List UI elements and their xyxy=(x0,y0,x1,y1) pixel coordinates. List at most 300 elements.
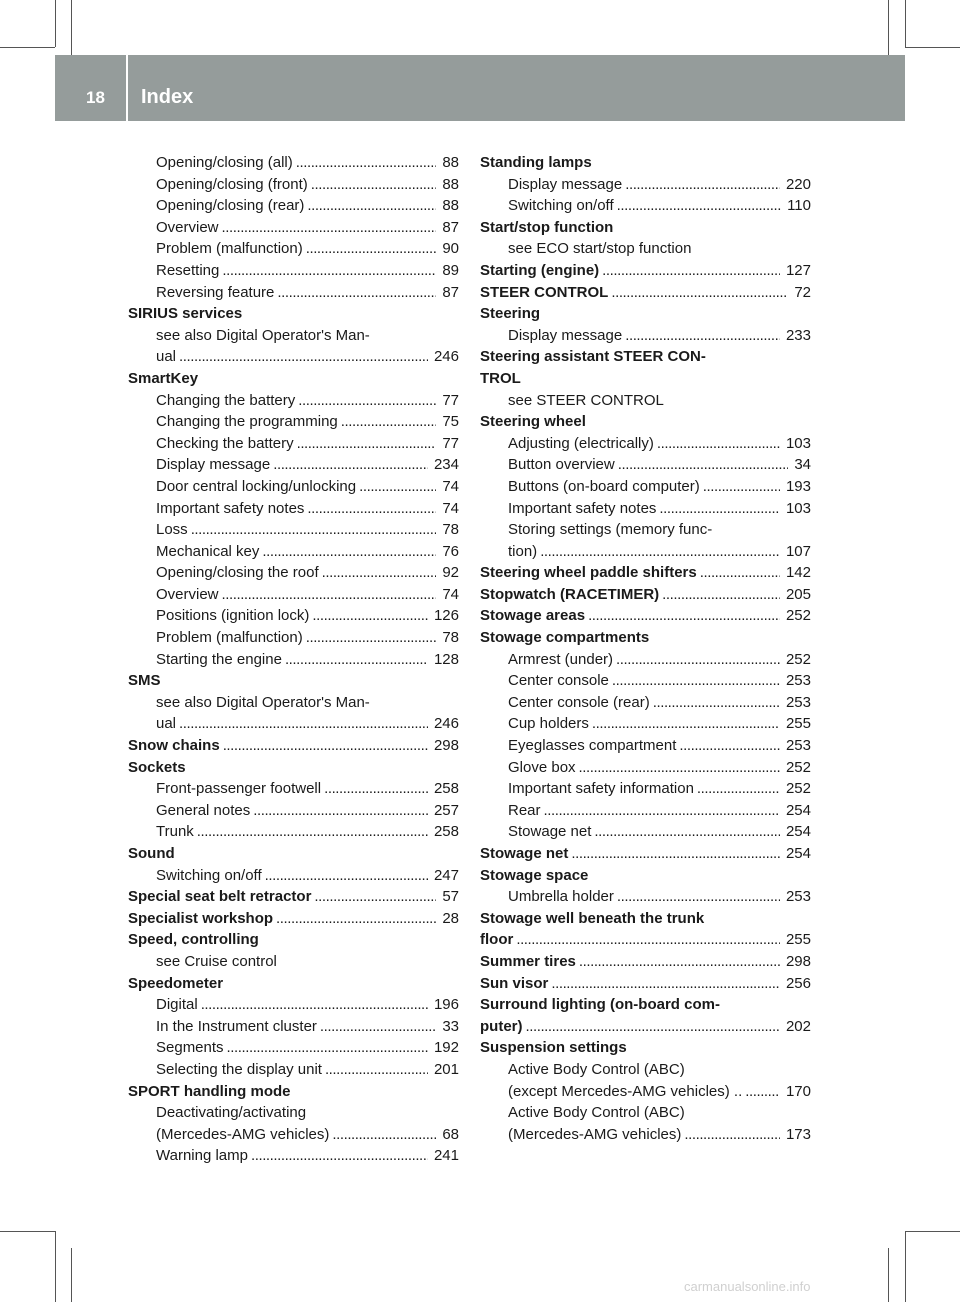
entry-text: SMS xyxy=(128,672,161,690)
section-title: Index xyxy=(141,86,194,108)
entry-text: Opening/closing the roof xyxy=(156,564,319,582)
entry-text: see STEER CONTROL xyxy=(508,391,664,409)
index-entry xyxy=(480,303,811,325)
index-entry xyxy=(480,368,811,390)
index-entry xyxy=(128,174,459,196)
dot-leader xyxy=(322,562,437,584)
entry-text: Switching on/off xyxy=(156,866,262,884)
entry-page: 75 xyxy=(442,413,459,431)
dot-leader xyxy=(625,174,780,196)
entry-text: Sockets xyxy=(128,758,186,776)
crop-mark xyxy=(55,1231,56,1302)
index-entry xyxy=(128,994,459,1016)
index-entry xyxy=(128,929,459,951)
entry-text: Steering assistant STEER CON- xyxy=(480,348,706,366)
entry-text: (Mercedes-AMG vehicles) xyxy=(508,1125,682,1143)
index-entry xyxy=(128,433,459,455)
entry-page: 246 xyxy=(433,715,459,733)
dot-leader xyxy=(265,865,428,887)
dot-leader xyxy=(296,152,437,174)
index-entry xyxy=(128,152,459,174)
dot-leader xyxy=(588,605,780,627)
entry-text: Checking the battery xyxy=(156,434,294,452)
entry-text: Front-passenger footwell xyxy=(156,780,322,798)
entry-page: 90 xyxy=(442,240,459,258)
dot-leader xyxy=(516,929,780,951)
entry-page: 128 xyxy=(433,650,459,668)
dot-leader xyxy=(611,282,788,304)
entry-text: Door central locking/unlocking xyxy=(156,477,357,495)
entry-page: 170 xyxy=(785,1082,811,1100)
index-entry xyxy=(128,973,459,995)
dot-leader xyxy=(625,325,780,347)
entry-text: Stowage compartments xyxy=(480,629,650,647)
entry-text: Rear xyxy=(508,801,541,819)
entry-page: 103 xyxy=(785,499,811,517)
entry-text: Mechanical key xyxy=(156,542,260,560)
index-entry xyxy=(480,174,811,196)
entry-text: see ECO start/stop function xyxy=(508,240,692,258)
index-entry xyxy=(480,821,811,843)
index-entry xyxy=(128,303,459,325)
entry-text: Center console xyxy=(508,672,609,690)
index-entry xyxy=(128,217,459,239)
dot-leader xyxy=(306,238,437,260)
entry-page: 72 xyxy=(794,283,811,301)
entry-text: Speed, controlling xyxy=(128,931,259,949)
entry-text: Snow chains xyxy=(128,737,220,755)
index-entry xyxy=(480,541,811,563)
entry-text: In the Instrument cluster xyxy=(156,1017,317,1035)
entry-text: SPORT handling mode xyxy=(128,1082,291,1100)
dot-leader xyxy=(341,411,437,433)
entry-text: Stowage areas xyxy=(480,607,586,625)
index-entry xyxy=(480,1037,811,1059)
entry-page: 76 xyxy=(442,542,459,560)
dot-leader xyxy=(307,498,436,520)
entry-text: Important safety notes xyxy=(156,499,305,517)
index-entry xyxy=(480,843,811,865)
entry-text: Surround lighting (on-board com- xyxy=(480,996,720,1014)
index-entry xyxy=(128,735,459,757)
entry-text: Standing lamps xyxy=(480,154,592,171)
dot-leader xyxy=(191,519,437,541)
index-entry xyxy=(480,605,811,627)
entry-page: 74 xyxy=(442,499,459,517)
index-entry xyxy=(480,670,811,692)
entry-text: Resetting xyxy=(156,261,220,279)
dot-leader xyxy=(571,843,780,865)
index-entry xyxy=(480,994,811,1016)
index-entry xyxy=(480,454,811,476)
entry-page: 298 xyxy=(785,952,811,970)
dot-leader xyxy=(197,821,428,843)
dot-leader xyxy=(298,390,436,412)
entry-text: Cup holders xyxy=(508,715,589,733)
watermark: carmanualsonline.info xyxy=(684,1279,811,1294)
dot-leader xyxy=(324,778,428,800)
entry-text: Steering xyxy=(480,305,541,323)
crop-mark xyxy=(71,1248,72,1302)
entry-page: 258 xyxy=(433,780,459,798)
entry-page: 193 xyxy=(785,477,811,495)
index-entry xyxy=(480,498,811,520)
entry-page: 253 xyxy=(785,737,811,755)
entry-page: 220 xyxy=(785,175,811,193)
entry-page: 103 xyxy=(785,434,811,452)
dot-leader xyxy=(703,476,780,498)
entry-page: 254 xyxy=(785,845,811,862)
entry-text: Problem (malfunction) xyxy=(156,629,303,647)
index-entry xyxy=(480,649,811,671)
dot-leader xyxy=(297,433,437,455)
index-entry xyxy=(480,1102,811,1124)
entry-text: Buttons (on-board computer) xyxy=(508,477,700,495)
dot-leader xyxy=(262,541,436,563)
index-entry xyxy=(128,951,459,973)
entry-page: 241 xyxy=(433,1147,459,1165)
entry-page: 233 xyxy=(785,326,811,344)
entry-text: Steering wheel paddle shifters xyxy=(480,564,697,582)
index-entry xyxy=(128,1124,459,1146)
entry-text: Overview xyxy=(156,585,219,603)
entry-page: 74 xyxy=(442,585,459,603)
index-entry xyxy=(480,519,811,541)
index-entry xyxy=(128,1102,459,1124)
entry-page: 298 xyxy=(433,737,459,755)
index-entry xyxy=(480,238,811,260)
crop-mark xyxy=(71,0,72,55)
dot-leader xyxy=(320,1016,436,1038)
index-entry xyxy=(128,368,459,390)
dot-leader xyxy=(277,282,436,304)
entry-text: puter) xyxy=(480,1017,523,1035)
index-entry xyxy=(480,865,811,887)
index-entry xyxy=(480,390,811,412)
index-entry xyxy=(480,908,811,930)
dot-leader xyxy=(223,735,428,757)
crop-mark xyxy=(0,47,55,48)
entry-text: see also Digital Operator's Man- xyxy=(156,326,370,344)
dot-leader xyxy=(617,886,780,908)
entry-text: Opening/closing (all) xyxy=(156,154,293,171)
entry-text: Active Body Control (ABC) xyxy=(508,1060,685,1078)
entry-text: Loss xyxy=(156,521,188,539)
entry-page: 87 xyxy=(442,283,459,301)
entry-text: SIRIUS services xyxy=(128,305,243,323)
index-entry xyxy=(128,1059,459,1081)
dot-leader xyxy=(227,1037,428,1059)
entry-text: Switching on/off xyxy=(508,197,614,215)
dot-leader xyxy=(179,713,428,735)
header-divider xyxy=(126,55,128,121)
entry-page: 77 xyxy=(442,391,459,409)
entry-page: 78 xyxy=(442,629,459,647)
entry-page: 252 xyxy=(785,650,811,668)
dot-leader xyxy=(312,605,428,627)
entry-page: 57 xyxy=(442,888,459,906)
crop-mark xyxy=(905,47,960,48)
entry-page: 87 xyxy=(442,218,459,236)
entry-text: Changing the programming xyxy=(156,413,338,431)
dot-leader xyxy=(659,498,780,520)
entry-page: 255 xyxy=(785,715,811,733)
entry-text: Steering wheel xyxy=(480,413,586,431)
entry-text: Stowage well beneath the trunk xyxy=(480,909,705,927)
entry-page: 252 xyxy=(785,758,811,776)
index-entry xyxy=(480,282,811,304)
entry-page: 88 xyxy=(442,175,459,193)
index-entry xyxy=(128,584,459,606)
entry-page: 246 xyxy=(433,348,459,366)
dot-leader xyxy=(662,584,780,606)
entry-text: Starting (engine) xyxy=(480,261,600,279)
entry-text: Deactivating/activating xyxy=(156,1104,307,1122)
index-entry xyxy=(128,519,459,541)
entry-page: 196 xyxy=(433,996,459,1014)
index-entry xyxy=(128,757,459,779)
entry-text: Specialist workshop xyxy=(128,909,274,927)
entry-text: Segments xyxy=(156,1039,224,1057)
dot-leader xyxy=(684,1124,780,1146)
entry-text: Center console (rear) xyxy=(508,693,650,711)
dot-leader xyxy=(540,541,780,563)
entry-text: Digital xyxy=(156,996,198,1014)
dot-leader xyxy=(359,476,436,498)
entry-text: Stowage net xyxy=(508,823,592,841)
index-column-left xyxy=(128,152,459,1167)
crop-mark xyxy=(905,1231,906,1302)
entry-text: Storing settings (memory func- xyxy=(508,521,713,539)
dot-leader xyxy=(544,800,780,822)
entry-page: 192 xyxy=(433,1039,459,1057)
dot-leader xyxy=(311,174,437,196)
dot-leader xyxy=(222,584,437,606)
entry-text: Starting the engine xyxy=(156,650,282,668)
entry-page: 142 xyxy=(785,564,811,582)
dot-leader xyxy=(325,1059,428,1081)
entry-text: Reversing feature xyxy=(156,283,275,301)
dot-leader xyxy=(251,1145,428,1167)
entry-text: (Mercedes-AMG vehicles) xyxy=(156,1125,330,1143)
entry-text: Active Body Control (ABC) xyxy=(508,1104,685,1122)
crop-mark xyxy=(905,1231,960,1232)
entry-page: 255 xyxy=(785,931,811,949)
entry-text: General notes xyxy=(156,801,251,819)
index-column-right xyxy=(480,152,811,1145)
index-entry xyxy=(128,195,459,217)
entry-text: Selecting the display unit xyxy=(156,1060,322,1078)
dot-leader xyxy=(273,454,428,476)
index-entry xyxy=(480,260,811,282)
index-entry xyxy=(128,713,459,735)
entry-page: 254 xyxy=(785,823,811,841)
entry-page: 257 xyxy=(433,801,459,819)
entry-page: 77 xyxy=(442,434,459,452)
entry-text: Sound xyxy=(128,845,175,862)
entry-page: 74 xyxy=(442,477,459,495)
entry-text: Start/stop function xyxy=(480,218,614,236)
index-entry xyxy=(128,800,459,822)
entry-page: 205 xyxy=(785,585,811,603)
index-entry xyxy=(480,1016,811,1038)
entry-text: Special seat belt retractor xyxy=(128,888,312,906)
entry-page: 88 xyxy=(442,154,459,171)
entry-page: 253 xyxy=(785,693,811,711)
index-entry xyxy=(480,217,811,239)
dot-leader xyxy=(253,800,428,822)
entry-text: Problem (malfunction) xyxy=(156,240,303,258)
entry-text: Warning lamp xyxy=(156,1147,248,1165)
dot-leader xyxy=(700,562,780,584)
index-entry xyxy=(480,1081,811,1103)
entry-text: Summer tires xyxy=(480,952,576,970)
entry-page: 253 xyxy=(785,888,811,906)
entry-page: 28 xyxy=(442,909,459,927)
dot-leader xyxy=(285,649,428,671)
entry-text: see Cruise control xyxy=(156,952,277,970)
index-entry xyxy=(128,238,459,260)
dot-leader xyxy=(679,735,780,757)
entry-text: Adjusting (electrically) xyxy=(508,434,654,452)
entry-text: Stopwatch (RACETIMER) xyxy=(480,585,660,603)
dot-leader xyxy=(332,1124,436,1146)
entry-text: Positions (ignition lock) xyxy=(156,607,310,625)
entry-text: Umbrella holder xyxy=(508,888,614,906)
index-entry xyxy=(480,627,811,649)
index-entry xyxy=(480,951,811,973)
index-entry xyxy=(128,670,459,692)
entry-page: 201 xyxy=(433,1060,459,1078)
index-entry xyxy=(480,886,811,908)
index-entry xyxy=(480,973,811,995)
dot-leader xyxy=(314,886,436,908)
entry-page: 33 xyxy=(442,1017,459,1035)
index-entry xyxy=(128,865,459,887)
index-entry xyxy=(128,627,459,649)
index-entry xyxy=(128,390,459,412)
index-entry xyxy=(480,713,811,735)
dot-leader xyxy=(222,260,436,282)
entry-text: ual xyxy=(156,348,177,366)
index-entry xyxy=(480,735,811,757)
dot-leader xyxy=(612,670,780,692)
dot-leader xyxy=(745,1081,780,1103)
index-entry xyxy=(128,325,459,347)
entry-page: 110 xyxy=(787,197,811,215)
crop-mark xyxy=(0,1231,55,1232)
index-entry xyxy=(128,476,459,498)
dot-leader xyxy=(657,433,780,455)
entry-text: Stowage net xyxy=(480,845,569,862)
entry-text: Sun visor xyxy=(480,974,549,992)
entry-page: 253 xyxy=(785,672,811,690)
index-entry xyxy=(128,411,459,433)
index-entry xyxy=(480,476,811,498)
dot-leader xyxy=(222,217,437,239)
entry-text: SmartKey xyxy=(128,369,199,387)
entry-text: ual xyxy=(156,715,177,733)
entry-text: Button overview xyxy=(508,456,615,474)
entry-page: 173 xyxy=(785,1125,811,1143)
index-entry xyxy=(480,778,811,800)
index-entry xyxy=(480,152,811,174)
dot-leader xyxy=(697,778,780,800)
dot-leader xyxy=(551,973,780,995)
index-entry xyxy=(480,929,811,951)
index-entry xyxy=(128,908,459,930)
entry-text: Changing the battery xyxy=(156,391,296,409)
entry-page: 34 xyxy=(794,456,811,474)
index-entry xyxy=(128,1145,459,1167)
entry-text: Display message xyxy=(156,456,271,474)
index-entry xyxy=(128,886,459,908)
entry-text: Display message xyxy=(508,326,623,344)
dot-leader xyxy=(201,994,428,1016)
entry-page: 256 xyxy=(785,974,811,992)
dot-leader xyxy=(526,1016,780,1038)
entry-page: 202 xyxy=(785,1017,811,1035)
dot-leader xyxy=(653,692,780,714)
dot-leader xyxy=(579,951,780,973)
index-entry xyxy=(480,195,811,217)
index-entry xyxy=(128,605,459,627)
index-entry xyxy=(480,692,811,714)
dot-leader xyxy=(592,713,780,735)
dot-leader xyxy=(276,908,436,930)
entry-page: 107 xyxy=(785,542,811,560)
entry-page: 247 xyxy=(433,866,459,884)
entry-text: Armrest (under) xyxy=(508,650,614,668)
entry-text: TROL xyxy=(480,369,521,387)
entry-page: 88 xyxy=(442,197,459,215)
entry-page: 127 xyxy=(785,261,811,279)
index-entry xyxy=(128,649,459,671)
dot-leader xyxy=(579,757,780,779)
entry-page: 258 xyxy=(433,823,459,841)
index-entry xyxy=(480,757,811,779)
entry-text: see also Digital Operator's Man- xyxy=(156,693,370,711)
index-entry xyxy=(480,562,811,584)
entry-page: 126 xyxy=(433,607,459,625)
dot-leader xyxy=(618,454,789,476)
index-entry xyxy=(480,346,811,368)
entry-page: 89 xyxy=(442,261,459,279)
dot-leader xyxy=(594,821,780,843)
crop-mark xyxy=(905,0,906,47)
entry-text: Opening/closing (front) xyxy=(156,175,308,193)
index-entry xyxy=(128,1037,459,1059)
crop-mark xyxy=(55,0,56,47)
index-entry xyxy=(480,1059,811,1081)
page-number: 18 xyxy=(86,88,105,107)
entry-text: Trunk xyxy=(156,823,194,841)
index-entry xyxy=(480,1124,811,1146)
entry-page: 254 xyxy=(785,801,811,819)
index-entry xyxy=(128,1016,459,1038)
entry-text: Eyeglasses compartment xyxy=(508,737,677,755)
dot-leader xyxy=(307,195,436,217)
entry-text: Display message xyxy=(508,175,623,193)
entry-text: Overview xyxy=(156,218,219,236)
entry-text: tion) xyxy=(508,542,538,560)
index-entry xyxy=(128,498,459,520)
entry-text: STEER CONTROL xyxy=(480,283,609,301)
entry-text: floor xyxy=(480,931,514,949)
entry-page: 252 xyxy=(785,607,811,625)
entry-text: Suspension settings xyxy=(480,1039,627,1057)
dot-leader xyxy=(617,195,781,217)
